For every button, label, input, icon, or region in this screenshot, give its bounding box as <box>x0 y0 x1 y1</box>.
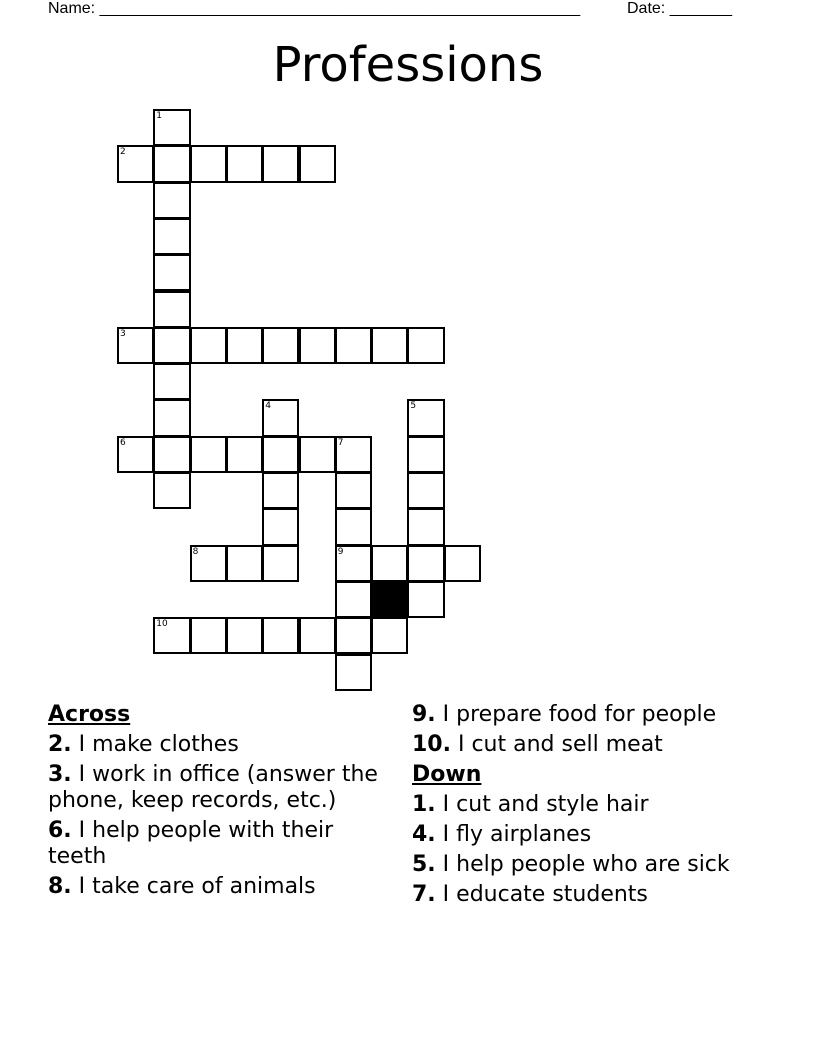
clue-text: I take care of animals <box>78 874 316 899</box>
down-clue <box>412 882 772 908</box>
clue-number: 6. <box>48 818 72 843</box>
crossword-cell[interactable] <box>117 436 154 473</box>
clue-text: I cut and style hair <box>442 792 649 817</box>
crossword-cell[interactable] <box>153 182 190 219</box>
clue-text: I prepare food for people <box>442 702 717 727</box>
cell-clue-number: 10 <box>156 619 168 630</box>
crossword-cell[interactable] <box>153 399 190 436</box>
crossword-cell[interactable] <box>444 545 481 582</box>
crossword-cell[interactable] <box>153 218 190 255</box>
crossword-cell[interactable] <box>226 436 263 473</box>
across-heading: Across <box>48 702 131 727</box>
clue-text: I help people who are sick <box>442 852 730 877</box>
crossword-cell[interactable] <box>299 617 336 654</box>
crossword-cell[interactable] <box>335 617 372 654</box>
clues-right-column <box>412 702 772 912</box>
crossword-cell[interactable] <box>335 472 372 509</box>
cell-clue-number: 2 <box>120 147 126 158</box>
clue-number: 3. <box>48 762 72 787</box>
across-clue <box>48 874 378 900</box>
clue-number: 9. <box>412 702 436 727</box>
crossword-cell[interactable] <box>153 436 190 473</box>
page-title: Professions <box>272 37 544 93</box>
down-heading: Down <box>412 762 482 787</box>
crossword-cell[interactable] <box>226 145 263 182</box>
crossword-cell[interactable] <box>262 545 299 582</box>
clue-text: I fly airplanes <box>442 822 592 847</box>
clue-number: 4. <box>412 822 436 847</box>
crossword-cell[interactable] <box>335 436 372 473</box>
crossword-cell[interactable] <box>262 508 299 545</box>
crossword-cell[interactable] <box>226 327 263 364</box>
crossword-cell[interactable] <box>226 617 263 654</box>
crossword-cell[interactable] <box>407 399 444 436</box>
crossword-cell[interactable] <box>226 545 263 582</box>
across-clue <box>48 732 378 758</box>
crossword-cell[interactable] <box>335 327 372 364</box>
clue-number: 10. <box>412 732 451 757</box>
crossword-cell[interactable] <box>335 545 372 582</box>
crossword-cell[interactable] <box>335 654 372 691</box>
clue-number: 7. <box>412 882 436 907</box>
crossword-cell[interactable] <box>407 581 444 618</box>
crossword-cell[interactable] <box>262 472 299 509</box>
crossword-cell[interactable] <box>190 145 227 182</box>
cell-clue-number: 9 <box>337 546 344 557</box>
crossword-cell[interactable] <box>335 508 372 545</box>
crossword-cell[interactable] <box>190 436 227 473</box>
cell-clue-number: 5 <box>410 401 417 412</box>
crossword-cell[interactable] <box>407 472 444 509</box>
crossword-cell[interactable] <box>153 617 190 654</box>
crossword-cell[interactable] <box>153 363 190 400</box>
cell-clue-number: 8 <box>192 546 199 557</box>
clue-text: I cut and sell meat <box>457 732 663 757</box>
crossword-cell[interactable] <box>371 545 408 582</box>
crossword-cell[interactable] <box>153 145 190 182</box>
crossword-cell[interactable] <box>117 145 154 182</box>
clue-number: 1. <box>412 792 436 817</box>
clue-number: 5. <box>412 852 436 877</box>
crossword-cell[interactable] <box>299 145 336 182</box>
crossword-cell[interactable] <box>299 436 336 473</box>
clue-number: 8. <box>48 874 72 899</box>
crossword-cell[interactable] <box>153 291 190 328</box>
crossword-cell[interactable] <box>117 327 154 364</box>
crossword-cell[interactable] <box>407 327 444 364</box>
down-clue <box>412 822 772 848</box>
crossword-cell[interactable] <box>371 327 408 364</box>
crossword-cell[interactable] <box>153 254 190 291</box>
crossword-cell[interactable] <box>190 617 227 654</box>
crossword-cell[interactable] <box>190 545 227 582</box>
cell-clue-number: 6 <box>120 437 126 448</box>
clues-left-column <box>48 702 378 904</box>
crossword-cell[interactable] <box>262 145 299 182</box>
down-clue <box>412 852 772 878</box>
cell-clue-number: 4 <box>265 401 271 412</box>
across-clue <box>48 818 378 870</box>
crossword-cell[interactable] <box>335 581 372 618</box>
cell-clue-number: 7 <box>337 437 344 448</box>
across-clue <box>412 702 772 728</box>
clue-text: I make clothes <box>78 732 239 757</box>
clue-text: I work in office (answer the phone, keep records, etc.) <box>48 762 378 813</box>
clue-text: I help people with their teeth <box>48 818 334 869</box>
crossword-cell[interactable] <box>153 109 190 146</box>
across-clue <box>412 732 772 758</box>
crossword-cell[interactable] <box>407 545 444 582</box>
crossword-cell[interactable] <box>262 327 299 364</box>
cell-clue-number: 3 <box>120 328 126 339</box>
crossword-cell[interactable] <box>407 508 444 545</box>
crossword-cell[interactable] <box>299 327 336 364</box>
crossword-cell[interactable] <box>262 617 299 654</box>
crossword-cell[interactable] <box>262 436 299 473</box>
crossword-cell[interactable] <box>262 399 299 436</box>
name-field-label[interactable]: Name: ______________________________________________________ <box>48 0 581 17</box>
crossword-cell[interactable] <box>371 617 408 654</box>
date-field-label[interactable]: Date: _______ <box>627 0 732 17</box>
across-clue <box>48 762 378 814</box>
crossword-cell[interactable] <box>153 327 190 364</box>
clue-text: I educate students <box>442 882 648 907</box>
crossword-cell[interactable] <box>407 436 444 473</box>
clue-number: 2. <box>48 732 72 757</box>
crossword-block-cell <box>371 581 408 618</box>
crossword-cell[interactable] <box>153 472 190 509</box>
down-clue <box>412 792 772 818</box>
crossword-cell[interactable] <box>190 327 227 364</box>
cell-clue-number: 1 <box>156 111 163 121</box>
